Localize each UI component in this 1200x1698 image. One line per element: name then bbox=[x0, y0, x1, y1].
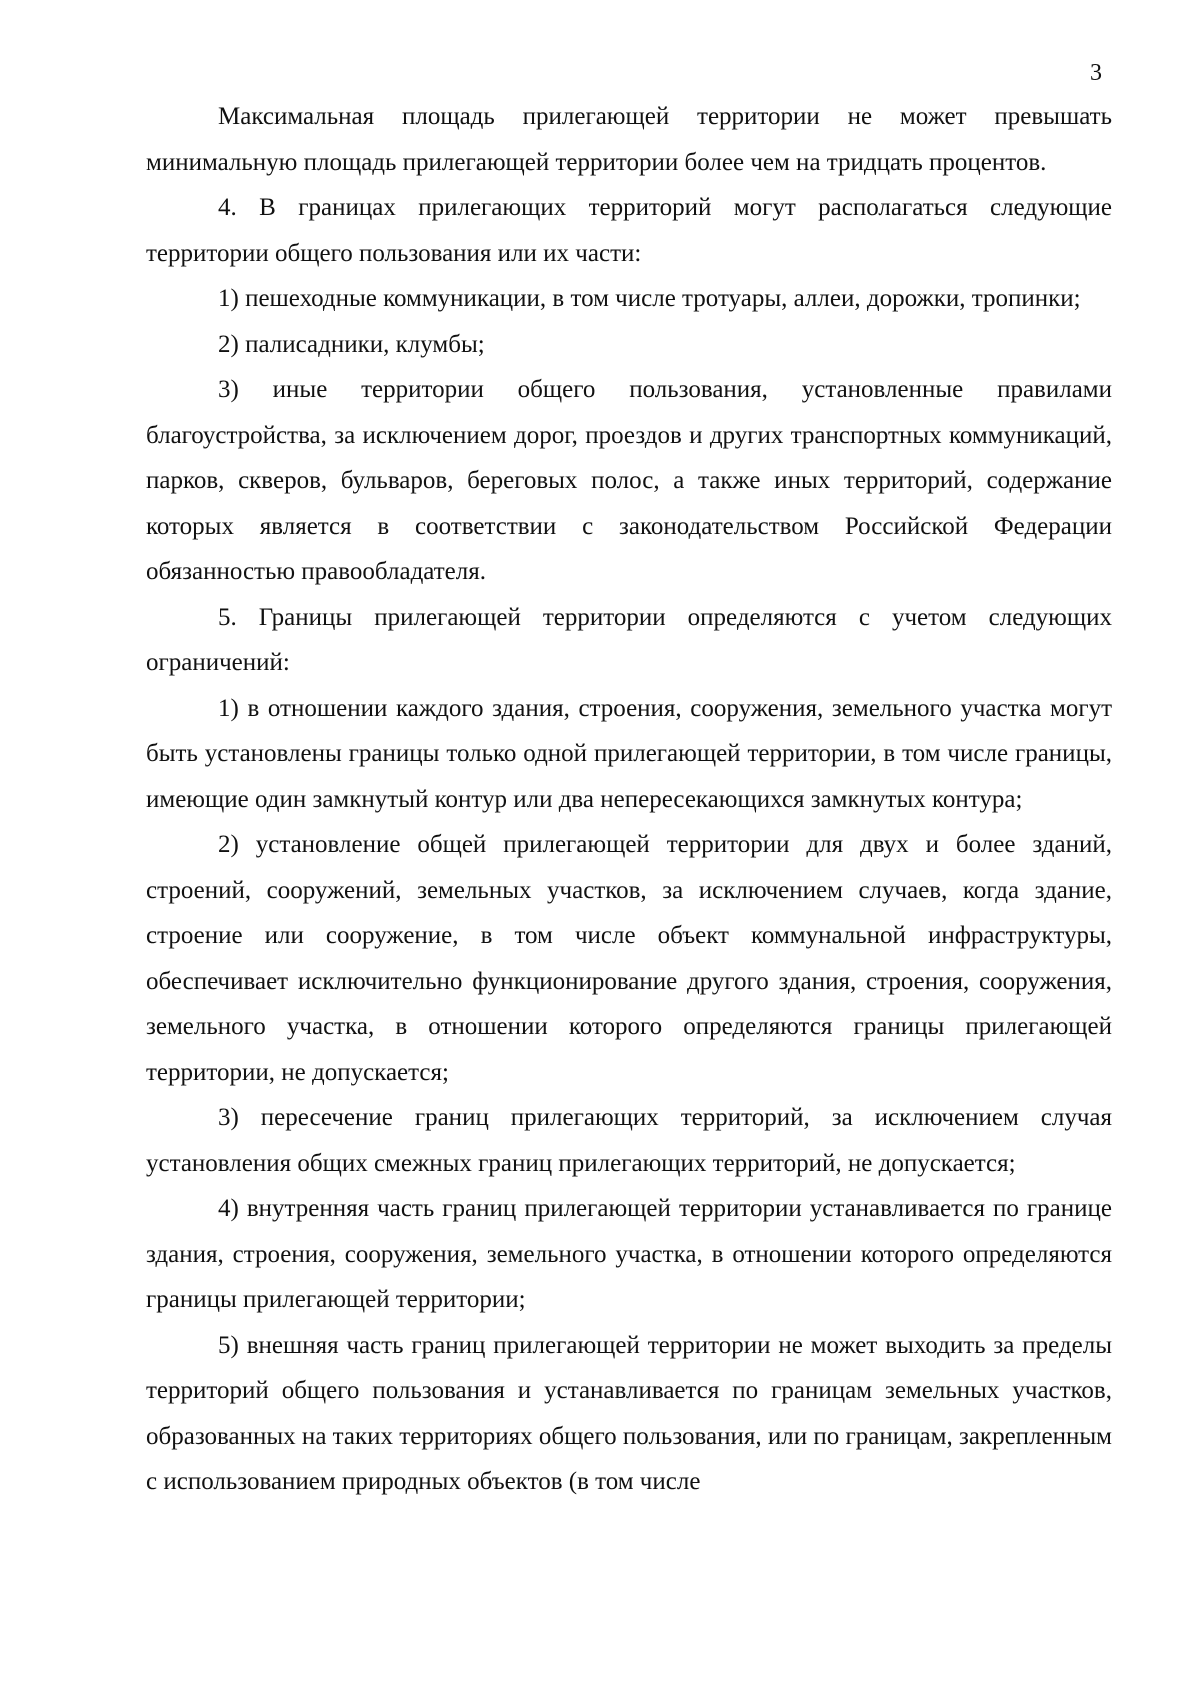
list-item-4-2: 2) палисадники, клумбы; bbox=[218, 330, 485, 358]
paragraph-section-4: 4. В границах прилегающих территорий могут располагаться следующие территории общего пользования или их части: bbox=[146, 194, 1112, 267]
list-item-5-5: 5) внешняя часть границ прилегающей территории не может выходить за пределы территорий общего пользования и устанавливается по границам земельных участков, образованных на таких территориях общего пользования, или по границам, закрепленным с использованием природных объектов (в том числе bbox=[146, 1331, 1112, 1495]
document-body bbox=[146, 94, 1112, 1505]
list-item-4-3: 3) иные территории общего пользования, установленные правилами благоустройства, за исключением дорог, проездов и других транспортных коммуникаций, парков, скверов, бульваров, береговых полос, а также иных территорий, содержание которых является в соответствии с законодательством Российской Федерации обязанностью правообладателя. bbox=[146, 376, 1112, 585]
page-number: 3 bbox=[1090, 60, 1102, 86]
list-item-5-4: 4) внутренняя часть границ прилегающей территории устанавливается по границе здания, строения, сооружения, земельного участка, в отношении которого определяются границы прилегающей территории; bbox=[146, 1195, 1112, 1313]
list-item-5-2: 2) установление общей прилегающей территории для двух и более зданий, строений, сооружений, земельных участков, за исключением случаев, когда здание, строение или сооружение, в том числе объект коммунальной инфраструктуры, обеспечивает исключительно функционирование другого здания, строения, сооружения, земельного участка, в отношении которого определяются границы прилегающей территории, не допускается; bbox=[146, 831, 1112, 1086]
list-item-5-3: 3) пересечение границ прилегающих территорий, за исключением случая установления общих смежных границ прилегающих территорий, не допускается; bbox=[146, 1104, 1112, 1177]
paragraph-section-5: 5. Границы прилегающей территории определяются с учетом следующих ограничений: bbox=[146, 603, 1112, 676]
list-item-4-1: 1) пешеходные коммуникации, в том числе тротуары, аллеи, дорожки, тропинки; bbox=[218, 285, 1081, 312]
list-item-5-1: 1) в отношении каждого здания, строения, сооружения, земельного участка могут быть установлены границы только одной прилегающей территории, в том числе границы, имеющие один замкнутый контур или два непересекающихся замкнутых контура; bbox=[146, 694, 1112, 813]
paragraph-max-area: Максимальная площадь прилегающей территории не может превышать минимальную площадь прилегающей территории более чем на тридцать процентов. bbox=[146, 103, 1112, 176]
